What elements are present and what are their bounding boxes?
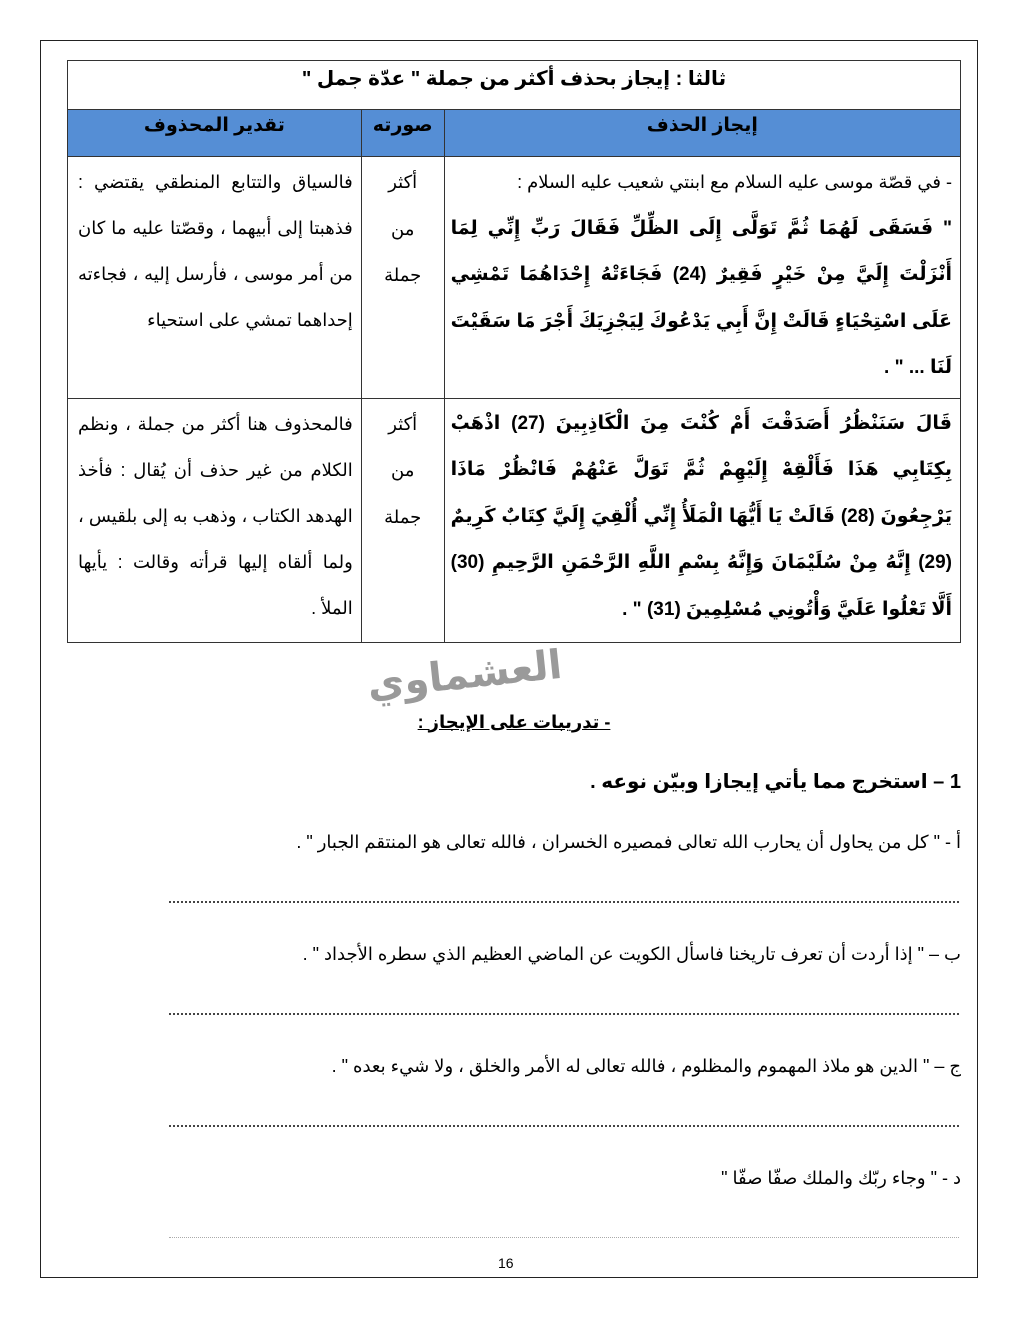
page-content <box>67 60 961 1274</box>
exercise-question: 1 – استخرج مما يأتي إيجازا وبيّن نوعه . <box>590 770 961 793</box>
example-text: " فَسَقَى لَهُمَا ثُمَّ تَوَلَّى إِلَى الظِّلِّ فَقَالَ رَبِّ إِنِّي لِمَا أَنْزَلْتَ إِلَيَّ مِنْ خَيْرٍ فَقِيرٌ (24) فَجَاءَتْهُ إِحْدَاهُمَا تَمْشِي عَلَى اسْتِحْيَاءٍ قَالَتْ إِنَّ أَبِي يَدْعُوكَ لِيَجْزِيَكَ أَجْرَ مَا سَقَيْتَ لَنَا ... " . <box>450 217 952 378</box>
form-word: من <box>391 460 415 480</box>
answer-line[interactable] <box>169 1125 959 1127</box>
page-number: 16 <box>498 1255 514 1271</box>
example-cell <box>444 398 960 642</box>
estimate-cell: فالمحذوف هنا أكثر من جملة ، ونظم الكلام من غير حذف أن يُقال : فأخذ الهدهد الكتاب ، وذهب به إلى بلقيس ، ولما ألقاه إليها قرأته وقالت : يأيها الملأ . <box>68 398 362 642</box>
header-form: صورته <box>361 110 444 157</box>
table-title: ثالثا : إيجاز بحذف أكثر من جملة " عدّة جمل " <box>68 61 961 110</box>
form-cell <box>361 398 444 642</box>
header-estimate: تقدير المحذوف <box>68 110 362 157</box>
estimate-cell: فالسياق والتتابع المنطقي يقتضي : فذهبتا إلى أبيهما ، وقصّتا عليه ما كان من أمر موسى ، فأرسل إليه ، فجاءته إحداهما تمشي على استحياء <box>68 157 362 399</box>
form-word: من <box>391 218 415 239</box>
exercise-item: ب – " إذا أردت أن تعرف تاريخنا فاسأل الكويت عن الماضي العظيم الذي سطره الأجداد " . <box>302 943 961 964</box>
watermark: العشماوي <box>365 642 565 707</box>
exercise-item: د - " وجاء ربّك والملك صفّا صفّا " <box>721 1167 961 1188</box>
table-row <box>68 398 961 642</box>
example-intro: - في قصّة موسى عليه السلام مع ابنتي شعيب عليه السلام : <box>517 172 952 192</box>
form-word: جملة <box>384 506 422 527</box>
table-row <box>68 157 961 399</box>
header-deletion: إيجاز الحذف <box>444 110 960 157</box>
exercise-item: أ - " كل من يحاول أن يحارب الله تعالى فمصيره الخسران ، فالله تعالى هو المنتقم الجبار " . <box>296 831 961 852</box>
form-word: أكثر <box>388 413 418 434</box>
form-word: جملة <box>384 265 422 285</box>
form-word: أكثر <box>388 172 418 192</box>
ellipsis-table <box>67 60 961 643</box>
example-cell <box>444 157 960 399</box>
exercise-item: ج – " الدين هو ملاذ المهموم والمظلوم ، فالله تعالى له الأمر والخلق ، ولا شيء بعده " . <box>331 1055 961 1076</box>
answer-line[interactable] <box>169 1237 959 1238</box>
answer-line[interactable] <box>169 901 959 903</box>
watermark-area <box>67 643 961 707</box>
form-cell <box>361 157 444 399</box>
example-text: قَالَ سَنَنْظُرُ أَصَدَقْتَ أَمْ كُنْتَ مِنَ الْكَاذِبِينَ (27) اذْهَبْ بِكِتَابِي هَذَا فَأَلْقِهْ إِلَيْهِمْ ثُمَّ تَوَلَّ عَنْهُمْ فَانْظُرْ مَاذَا يَرْجِعُونَ (28) قَالَتْ يَا أَيُّهَا الْمَلَأُ إِنِّي أُلْقِيَ إِلَيَّ كِتَابٌ كَرِيمٌ (29) إِنَّهُ مِنْ سُلَيْمَانَ وَإِنَّهُ بِسْمِ اللَّهِ الرَّحْمَنِ الرَّحِيمِ (30) أَلَّا تَعْلُوا عَلَيَّ وَأْتُونِي مُسْلِمِينَ (31) " . <box>450 412 953 620</box>
exercises-title: - تدريبات على الإيجاز : <box>417 711 611 732</box>
answer-line[interactable] <box>169 1013 959 1015</box>
